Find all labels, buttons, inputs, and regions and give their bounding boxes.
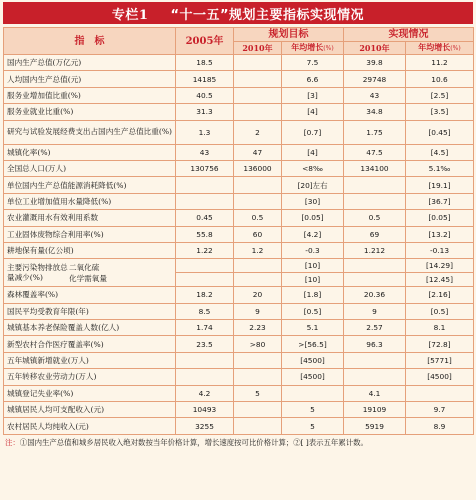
- row-name: 农村居民人均纯收入(元): [4, 418, 176, 434]
- row-name: 森林覆盖率(%): [4, 287, 176, 303]
- table-row: [4, 87, 474, 103]
- cell-pgr: >[56.5]: [282, 336, 344, 352]
- cell-p2010: 2: [234, 120, 282, 144]
- row-name: 研究与试验发展经费支出占国内生产总值比重(%): [4, 120, 176, 144]
- cell-pgr: [4]: [282, 144, 344, 160]
- row-name: 五年城镇新增就业(万人): [4, 352, 176, 368]
- cell-agr: [36.7]: [406, 193, 474, 209]
- cell-v2005: [176, 352, 234, 368]
- table-row: [4, 320, 474, 336]
- row-name: 全国总人口(万人): [4, 160, 176, 176]
- row-name: 服务业就业比重(%): [4, 104, 176, 120]
- cell-agr: [406, 385, 474, 401]
- cell-a2010: 0.5: [344, 210, 406, 226]
- cell-v2005: 130756: [176, 160, 234, 176]
- cell-a2010: 2.57: [344, 320, 406, 336]
- cell-agr: 9.7: [406, 402, 474, 418]
- header-plan-2010: 2010年: [234, 42, 282, 55]
- cell-v2005: 4.2: [176, 385, 234, 401]
- cell-a2010: 1.212: [344, 242, 406, 258]
- cell-actual-growth-so2: [14.29]: [406, 259, 474, 273]
- cell-p2010: >80: [234, 336, 282, 352]
- cell-a2010: [344, 177, 406, 193]
- cell-v2005: 1.22: [176, 242, 234, 258]
- cell-agr: 5.1‰: [406, 160, 474, 176]
- row-name: 单位工业增加值用水量降低(%): [4, 193, 176, 209]
- row-name: 新型农村合作医疗覆盖率(%): [4, 336, 176, 352]
- cell-v2005: 43: [176, 144, 234, 160]
- row-name: 农业灌溉用水有效利用系数: [4, 210, 176, 226]
- footnote: [3, 438, 473, 448]
- title-bar: [3, 2, 473, 24]
- cell-pgr: [4500]: [282, 369, 344, 385]
- cell-p2010: 1.2: [234, 242, 282, 258]
- row-name: 国内生产总值(万亿元): [4, 55, 176, 71]
- sub-name-so2: 二氧化硫: [69, 262, 100, 272]
- table-row: [4, 226, 474, 242]
- header-plan-target: 规划目标: [234, 28, 344, 42]
- row-name: 国民平均受教育年限(年): [4, 303, 176, 319]
- header-indicator: 指 标: [4, 28, 176, 55]
- header-2005: 2005年: [176, 28, 234, 55]
- cell-p2010: [234, 71, 282, 87]
- cell-a2010: 39.8: [344, 55, 406, 71]
- cell-pgr: 5.1: [282, 320, 344, 336]
- cell-a2010: 1.75: [344, 120, 406, 144]
- cell-agr: -0.13: [406, 242, 474, 258]
- cell-p2010: [234, 352, 282, 368]
- cell-a2010: 43: [344, 87, 406, 103]
- cell-v2005: 1.74: [176, 320, 234, 336]
- cell-agr: [5771]: [406, 352, 474, 368]
- cell-v2005: [176, 369, 234, 385]
- cell-p2010: 5: [234, 385, 282, 401]
- cell-p2010: 0.5: [234, 210, 282, 226]
- cell-p2010: 2.23: [234, 320, 282, 336]
- cell-pgr: 5: [282, 402, 344, 418]
- cell-v2005: 10493: [176, 402, 234, 418]
- cell-v2005: 18.5: [176, 55, 234, 71]
- cell-a2010: 29748: [344, 71, 406, 87]
- cell-p2010: [234, 104, 282, 120]
- table-row: [4, 352, 474, 368]
- cell-p2010: [234, 402, 282, 418]
- cell-agr: [2.16]: [406, 287, 474, 303]
- cell-a2010: [344, 369, 406, 385]
- table-row: [4, 418, 474, 434]
- cell-p2010: [234, 87, 282, 103]
- cell-plan-growth-cod: [10]: [282, 273, 344, 287]
- cell-pgr: [4.2]: [282, 226, 344, 242]
- table-title: “十一五”规划主要指标实现情况: [170, 7, 365, 23]
- table-row: [4, 104, 474, 120]
- cell-pgr: [4]: [282, 104, 344, 120]
- cell-pgr: 7.5: [282, 55, 344, 71]
- cell-a2010: [344, 352, 406, 368]
- cell-pgr: [0.05]: [282, 210, 344, 226]
- cell-pgr: 5: [282, 418, 344, 434]
- row-name-pollutant: 主要污染物排放总量减少(%) 二氧化硫 化学需氧量: [4, 259, 176, 287]
- table-row: [4, 71, 474, 87]
- table-row: [4, 160, 474, 176]
- row-name: 城镇居民人均可支配收入(元): [4, 402, 176, 418]
- cell-agr: [4500]: [406, 369, 474, 385]
- cell-agr: 11.2: [406, 55, 474, 71]
- cell-pgr: [0.7]: [282, 120, 344, 144]
- table-row: [4, 402, 474, 418]
- cell-agr: [0.5]: [406, 303, 474, 319]
- table-row: [4, 385, 474, 401]
- row-name: 五年转移农业劳动力(万人): [4, 369, 176, 385]
- footnote-prefix: 注：: [5, 437, 20, 447]
- cell-agr: [0.45]: [406, 120, 474, 144]
- cell-v2005: 31.3: [176, 104, 234, 120]
- cell-pgr: [3]: [282, 87, 344, 103]
- cell-a2010: 47.5: [344, 144, 406, 160]
- cell-v2005: [176, 193, 234, 209]
- cell-pgr: [282, 385, 344, 401]
- table-row: [4, 303, 474, 319]
- cell-pgr: -0.3: [282, 242, 344, 258]
- cell-agr: 8.9: [406, 418, 474, 434]
- cell-agr: [13.2]: [406, 226, 474, 242]
- header-actual: 实现情况: [344, 28, 474, 42]
- cell-agr: 8.1: [406, 320, 474, 336]
- cell-a2010: 134100: [344, 160, 406, 176]
- cell-v2005: 3255: [176, 418, 234, 434]
- cell-actual-growth-cod: [12.45]: [406, 273, 474, 287]
- row-name: 人均国内生产总值(元): [4, 71, 176, 87]
- cell-agr: [3.5]: [406, 104, 474, 120]
- cell-pgr: [30]: [282, 193, 344, 209]
- cell-a2010: [344, 193, 406, 209]
- table-row: [4, 210, 474, 226]
- table-row: [4, 369, 474, 385]
- cell-v2005: 40.5: [176, 87, 234, 103]
- row-name: 城镇登记失业率(%): [4, 385, 176, 401]
- cell-p2010: [234, 55, 282, 71]
- cell-p2010: 47: [234, 144, 282, 160]
- cell-agr: [4.5]: [406, 144, 474, 160]
- cell-a2010: 96.3: [344, 336, 406, 352]
- cell-p2010: 60: [234, 226, 282, 242]
- cell-agr: [72.8]: [406, 336, 474, 352]
- cell-v2005: 0.45: [176, 210, 234, 226]
- cell-a2010: 9: [344, 303, 406, 319]
- cell-agr: [2.5]: [406, 87, 474, 103]
- cell-a2010: 34.8: [344, 104, 406, 120]
- row-name: 工业固体废物综合利用率(%): [4, 226, 176, 242]
- cell-p2010: 9: [234, 303, 282, 319]
- column-label: 专栏1: [111, 7, 149, 23]
- table-row: [4, 242, 474, 258]
- header-actual-growth: 年均增长(%): [406, 42, 474, 55]
- cell-a2010: 19109: [344, 402, 406, 418]
- cell-agr: [0.05]: [406, 210, 474, 226]
- cell-a2010: 4.1: [344, 385, 406, 401]
- cell-a2010: 20.36: [344, 287, 406, 303]
- cell-v2005: 18.2: [176, 287, 234, 303]
- cell-v2005: 23.5: [176, 336, 234, 352]
- cell-pgr: <8‰: [282, 160, 344, 176]
- row-name: 城镇基本养老保险覆盖人数(亿人): [4, 320, 176, 336]
- cell-agr: [19.1]: [406, 177, 474, 193]
- cell-v2005: 14185: [176, 71, 234, 87]
- row-name: 服务业增加值比重(%): [4, 87, 176, 103]
- cell-pgr: [1.8]: [282, 287, 344, 303]
- row-name: 城镇化率(%): [4, 144, 176, 160]
- header-plan-growth: 年均增长(%): [282, 42, 344, 55]
- table-row: [4, 55, 474, 71]
- row-name: 耕地保有量(亿公顷): [4, 242, 176, 258]
- header-actual-2010: 2010年: [344, 42, 406, 55]
- table-row: [4, 193, 474, 209]
- indicators-table: [3, 27, 474, 435]
- cell-v2005: 1.3: [176, 120, 234, 144]
- table-row: [4, 287, 474, 303]
- footnote-text: ①国内生产总值和城乡居民收入绝对数按当年价格计算，增长速度按可比价格计算；②[ ]表示五年累计数。: [19, 437, 368, 447]
- cell-pgr: [0.5]: [282, 303, 344, 319]
- cell-plan-growth-so2: [10]: [282, 259, 344, 273]
- cell-p2010: 136000: [234, 160, 282, 176]
- cell-pgr: [4500]: [282, 352, 344, 368]
- cell-v2005: [176, 177, 234, 193]
- cell-a2010: 5919: [344, 418, 406, 434]
- sub-name-cod: 化学需氧量: [69, 273, 107, 283]
- table-row-pollutant-so2: [4, 259, 474, 273]
- table-row: [4, 120, 474, 144]
- cell-p2010: 20: [234, 287, 282, 303]
- table-row: [4, 336, 474, 352]
- cell-v2005: 8.5: [176, 303, 234, 319]
- cell-pgr: [20]左右: [282, 177, 344, 193]
- row-name: 单位国内生产总值能源消耗降低(%): [4, 177, 176, 193]
- cell-pgr: 6.6: [282, 71, 344, 87]
- table-row: [4, 177, 474, 193]
- cell-v2005: 55.8: [176, 226, 234, 242]
- cell-p2010: [234, 177, 282, 193]
- cell-agr: 10.6: [406, 71, 474, 87]
- cell-a2010: 69: [344, 226, 406, 242]
- cell-p2010: [234, 193, 282, 209]
- table-row: [4, 144, 474, 160]
- cell-p2010: [234, 369, 282, 385]
- cell-p2010: [234, 418, 282, 434]
